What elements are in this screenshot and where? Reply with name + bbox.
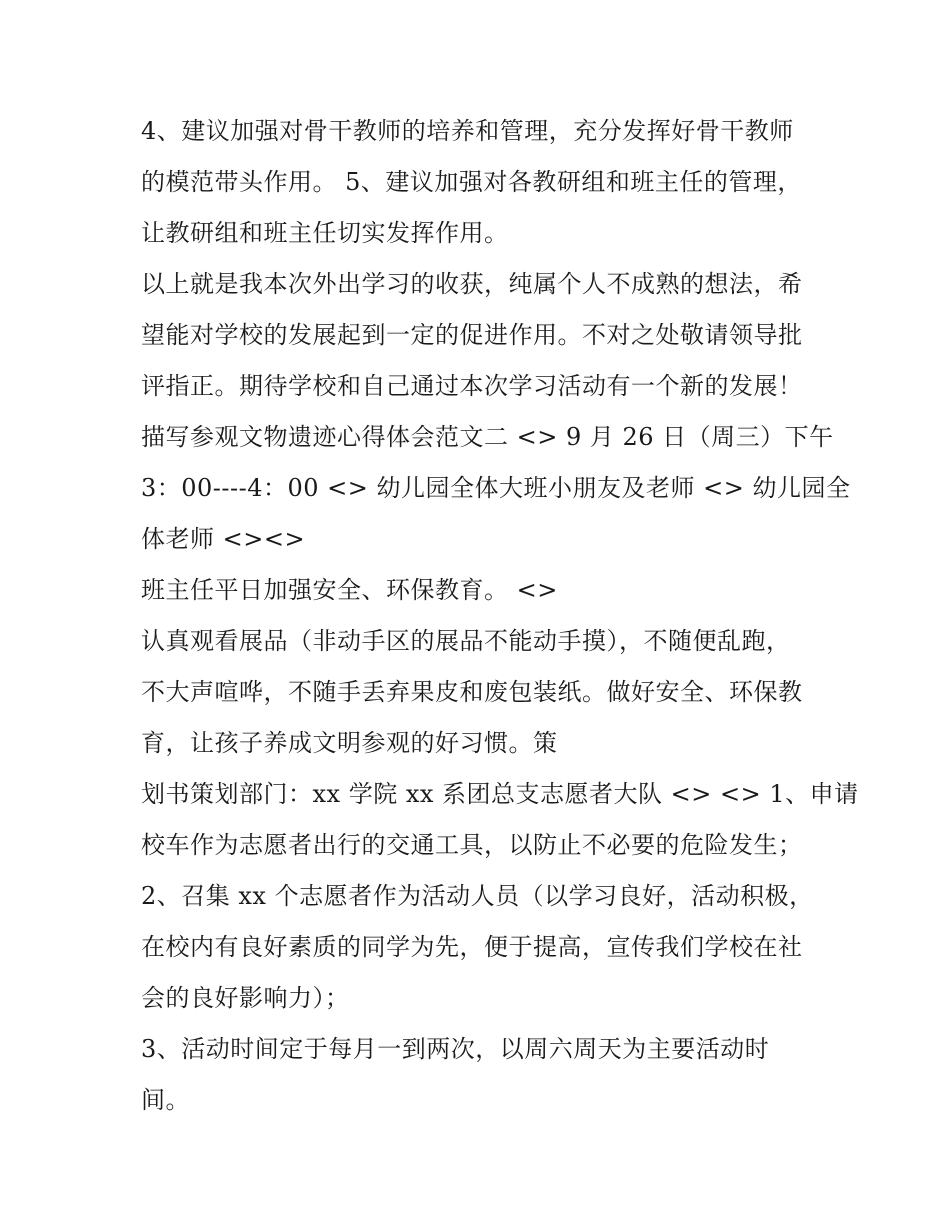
text-line: 不大声喧哗，不随手丢弃果皮和废包装纸。做好安全、环保教 (141, 678, 803, 706)
text-line: 3、活动时间定于每月一到两次，以周六周天为主要活动时 (141, 1035, 770, 1063)
text-line: 校车作为志愿者出行的交通工具，以防止不必要的危险发生； (141, 831, 803, 859)
text-line: 2、召集 xx 个志愿者作为活动人员（以学习良好，活动积极， (141, 882, 814, 910)
text-line: 认真观看展品（非动手区的展品不能动手摸），不随便乱跑， (141, 627, 791, 655)
text-line: 望能对学校的发展起到一定的促进作用。不对之处敬请领导批 (141, 321, 803, 349)
document-body (141, 106, 859, 1126)
text-line: 班主任平日加强安全、环保教育。 <> (141, 576, 558, 604)
text-line: 体老师 <><> (141, 525, 306, 553)
text-line: 间。 (141, 1086, 190, 1114)
text-line: 育，让孩子养成文明参观的好习惯。策 (141, 729, 558, 757)
text-line: 评指正。期待学校和自己通过本次学习活动有一个新的发展！ (141, 372, 803, 400)
text-line: 让教研组和班主任切实发挥作用。 (141, 219, 509, 247)
text-line: 划书策划部门：xx 学院 xx 系团总支志愿者大队 <> <> 1、申请 (141, 780, 859, 808)
text-line: 在校内有良好素质的同学为先，便于提高，宣传我们学校在社 (141, 933, 803, 961)
text-line: 4、建议加强对骨干教师的培养和管理，充分发挥好骨干教师 (141, 117, 794, 145)
text-line: 会的良好影响力）； (141, 984, 350, 1012)
text-line: 3：00----4：00 <> 幼儿园全体大班小朋友及老师 <> 幼儿园全 (141, 474, 851, 502)
text-line: 的模范带头作用。 5、建议加强对各教研组和班主任的管理， (141, 168, 802, 196)
text-line: 描写参观文物遗迹心得体会范文二 <> 9 月 26 日（周三）下午 (141, 423, 834, 451)
text-line: 以上就是我本次外出学习的收获，纯属个人不成熟的想法，希 (141, 270, 803, 298)
